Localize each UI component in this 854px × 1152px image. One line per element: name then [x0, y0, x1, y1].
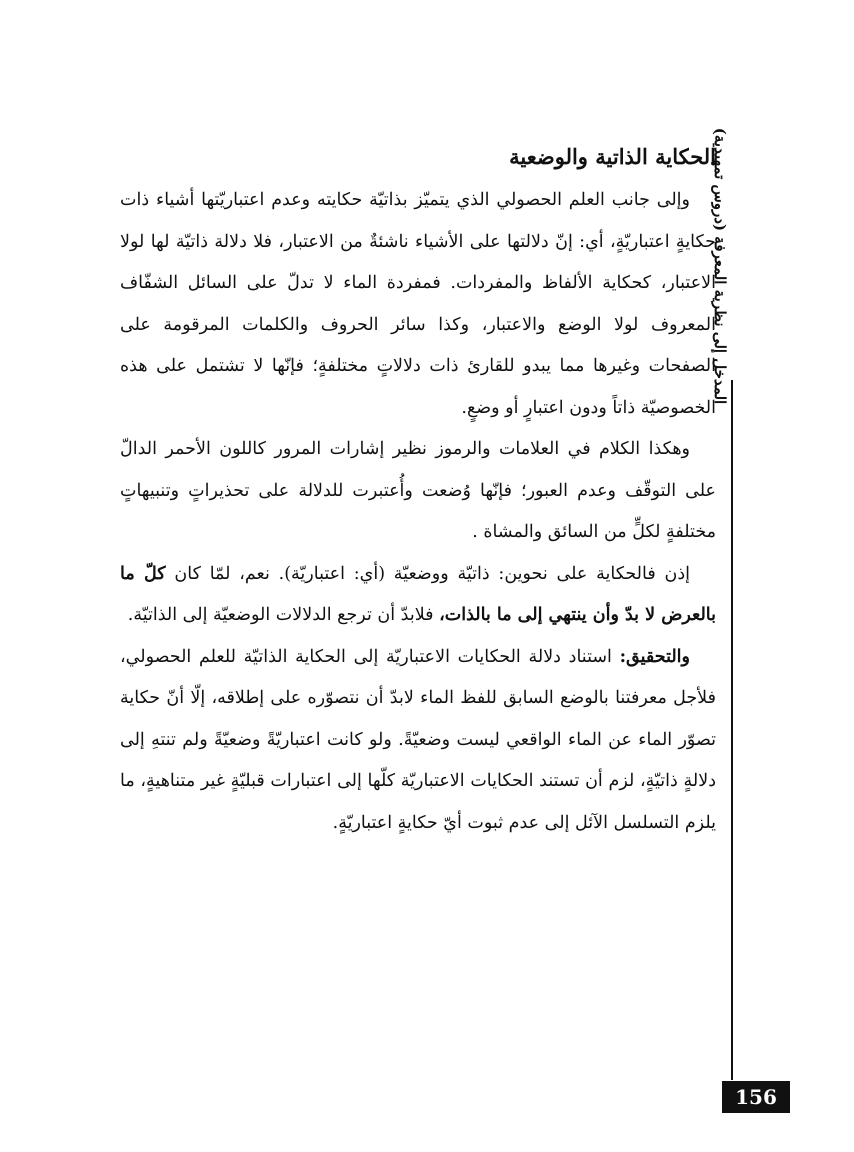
paragraph-4-text: استناد دلالة الحكايات الاعتباريّة إلى الحكاية الذاتيّة للعلم الحصولي، فلأجل معرفتنا بالوضع السابق للفظ الماء لابدّ أن نتصوّره على إطلاقه، إلّا أنّ حكاية تصوّر الماء عن الماء الواقعي ليست وضعيّةً. ولو كانت اعتباريّةً وضعيّةً ولم تنتهِ إلى دلالةٍ ذاتيّةٍ، لزم أن تستند الحكايات الاعتباريّة كلّها إلى اعتبارات قبليّةٍ غير متناهيةٍ، ما يلزم التسلسل الآئل إلى عدم ثبوت أيّ حكايةٍ اعتباريّةٍ. [120, 646, 716, 833]
paragraph-3-end: فلابدّ أن ترجع الدلالات الوضعيّة إلى الذاتيّة. [127, 605, 440, 625]
paragraph-4-bold: والتحقيق: [619, 646, 690, 667]
running-title-text: المدخل إلى نظرية المعرفة (دروس تمهيدية) [711, 127, 729, 405]
paragraph-3-bold: كلّ ما بالعرض لا بدّ وأن ينتهي إلى ما بالذات، [120, 563, 716, 625]
paragraph-4 [120, 637, 716, 845]
main-text [120, 140, 716, 844]
section-heading: الحكاية الذاتية والوضعية [509, 144, 716, 169]
paragraph-3 [120, 554, 716, 637]
page-number: 156 [722, 1081, 790, 1113]
paragraph-3-start: إذن فالحكاية على نحوين: ذاتيّة ووضعيّة (أي: اعتباريّة). نعم، لمّا كان [165, 563, 690, 584]
margin-rule [731, 380, 733, 1080]
paragraph-2: وهكذا الكلام في العلامات والرموز نظير إشارات المرور كاللون الأحمر الدالّ على التوقّف وعدم العبور؛ فإنّها وُضعت وأُعتبرت للدلالة على تحذيراتٍ وتنبيهاتٍ مختلفةٍ لكلٍّ من السائق والمشاة . [120, 439, 716, 542]
paragraph-1: وإلى جانب العلم الحصولي الذي يتميّز بذاتيّة حكايته وعدم اعتباريّتها أشياء ذات حكايةٍ اعتباريّةٍ، أي: إنّ دلالتها على الأشياء ناشئةٌ من الاعتبار، فلا دلالة ذاتيّة لها لولا الاعتبار، كحكاية الألفاظ والمفردات. فمفردة الماء لا تدلّ على السائل الشفّاف المعروف لولا الوضع والاعتبار، وكذا سائر الحروف والكلمات المرقومة على الصفحات وغيرها مما يبدو للقارئ ذات دلالاتٍ مختلفةٍ؛ فإنّها لا تشتمل على هذه الخصوصيّة ذاتاً ودون اعتبارٍ أو وضعٍ. [120, 190, 716, 418]
